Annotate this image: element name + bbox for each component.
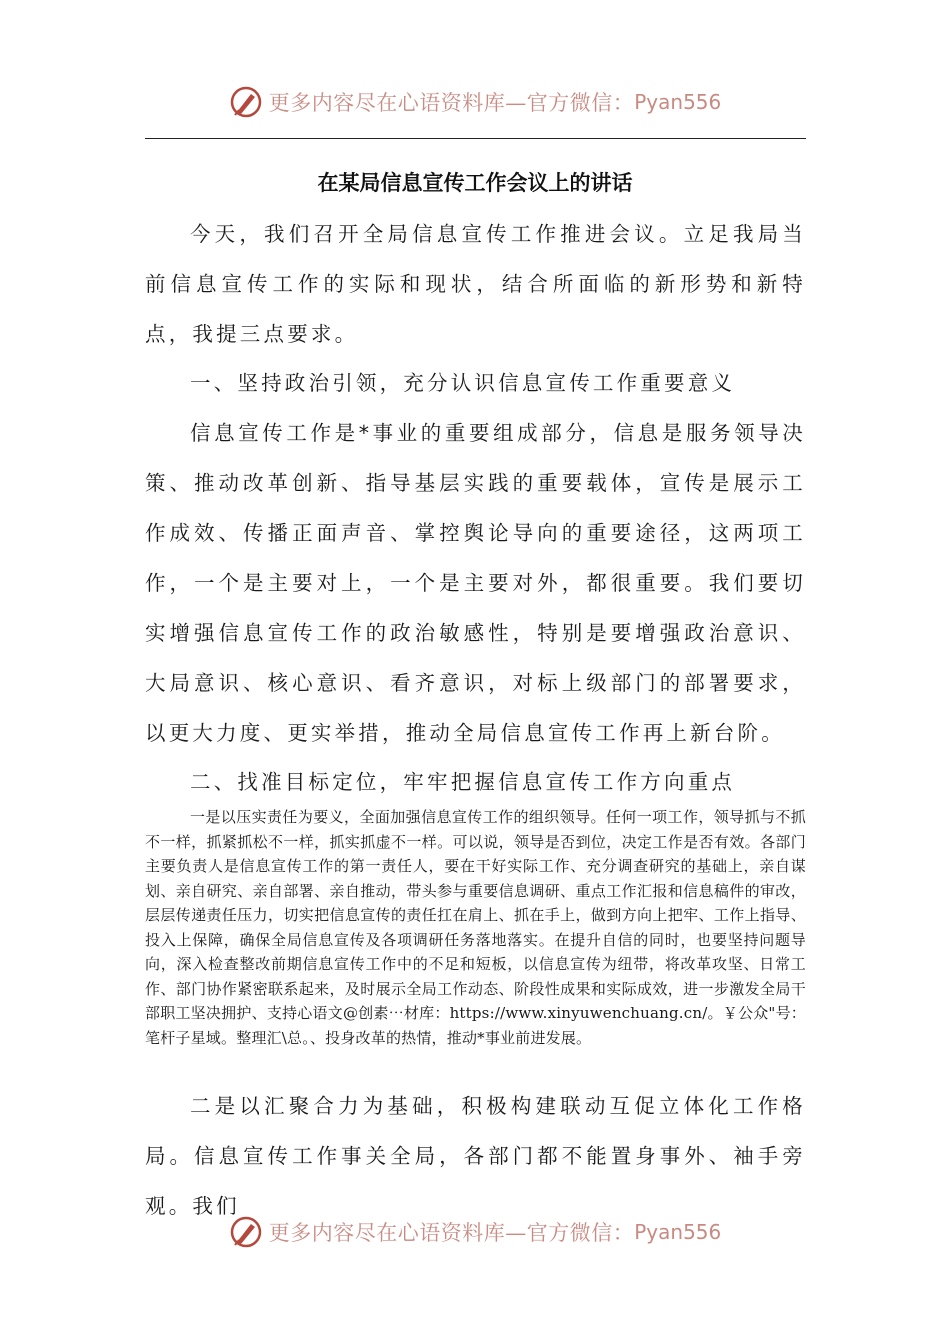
header-watermark: [0, 80, 950, 124]
section-2-text: 二是以汇聚合力为基础，积极构建联动互促立体化工作格局。信息宣传工作事关全局，各部门都不能置身事外、袖手旁观。我们: [145, 1094, 806, 1218]
watermark-wechat-id: Pyan556: [634, 90, 722, 114]
header-divider: [145, 138, 806, 139]
watermark-wechat-id: Pyan556: [634, 1220, 722, 1244]
section-heading-2-text: 二、找准目标定位，牢牢把握信息宣传工作方向重点: [190, 770, 736, 794]
pen-logo-icon: [229, 1215, 263, 1249]
section-heading-1: [145, 358, 806, 408]
section-2-small-paragraph: 一是以压实责任为要义，全面加强信息宣传工作的组织领导。任何一项工作，领导抓与不抓不一样，抓紧抓松不一样，抓实抓虚不一样。可以说，领导是否到位，决定工作是否有效。各部门主要负责人是信息宣传工作的第一责任人，要在干好实际工作、充分调查研究的基础上，亲自谋划、亲自研究、亲自部署、亲自推动，带头参与重要信息调研、重点工作汇报和信息稿件的审改，层层传递责任压力，切实把信息宣传的责任扛在肩上、抓在手上，做到方向上把牢、工作上指导、投入上保障，确保全局信息宣传及各项调研任务落地落实。在提升自信的同时，也要坚持问题导向，深入检查整改前期信息宣传工作中的不足和短板，以信息宣传为纽带，将改革攻坚、日常工作、部门协作紧密联系起来，及时展示全局工作动态、阶段性成果和实际成效，进一步激发全局干部职工坚决拥护、支持心语文@创素⋯材库：https://www.xinyuwenchuang.cn/。￥公众"号：笔杆子星域。整理汇\总。、投身改革的热情，推动*事业前进发展。: [145, 808, 806, 1047]
section-1-paragraph: [145, 408, 806, 758]
section-heading-2: [145, 757, 806, 807]
section-1-text: 信息宣传工作是*事业的重要组成部分，信息是服务领导决策、推动改革创新、指导基层实践的重要载体，宣传是展示工作成效、传播正面声音、掌控舆论导向的重要途径，这两项工作，一个是主要对上，一个是主要对外，都很重要。我们要切实增强信息宣传工作的政治敏感性，特别是要增强政治意识、大局意识、核心意识、看齐意识，对标上级部门的部署要求，以更大力度、更实举措，推动全局信息宣传工作再上新台阶。: [145, 421, 806, 745]
page-title: 在某局信息宣传工作会议上的讲话: [317, 171, 633, 195]
section-2-paragraph: [145, 1081, 806, 1231]
pen-logo-icon: [229, 85, 263, 119]
section-heading-1-text: 一、坚持政治引领，充分认识信息宣传工作重要意义: [190, 371, 736, 395]
watermark-label: 更多内容尽在心语资料库—官方微信：: [268, 1221, 635, 1245]
watermark-label: 更多内容尽在心语资料库—官方微信：: [268, 91, 635, 115]
footer-watermark: [0, 1210, 950, 1254]
intro-paragraph: [145, 209, 806, 359]
intro-text: 今天，我们召开全局信息宣传工作推进会议。立足我局当前信息宣传工作的实际和现状，结合所面临的新形势和新特点，我提三点要求。: [145, 222, 806, 346]
